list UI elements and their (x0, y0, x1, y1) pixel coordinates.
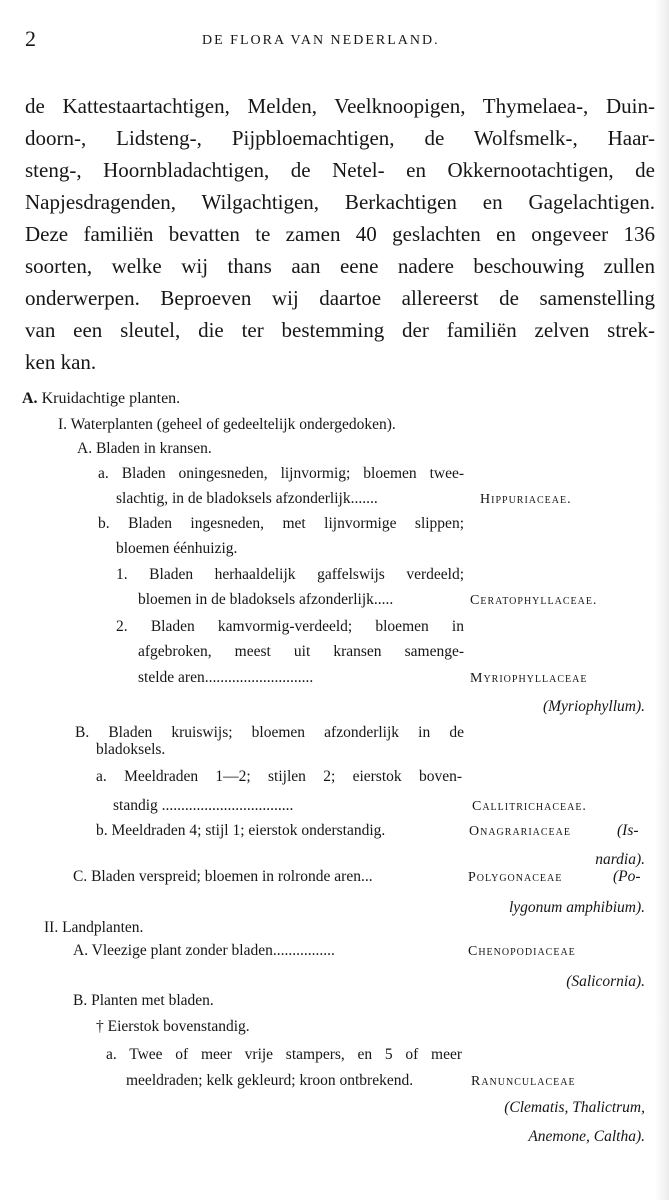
key-heading (22, 391, 180, 407)
genus-name: (Clematis, Thalictrum, (504, 1099, 645, 1116)
key-line: A. Vleezige plant zonder bladen................ (73, 942, 335, 959)
key-line: A. Bladen in kransen. (77, 440, 212, 457)
key-line: meeldraden; kelk gekleurd; kroon ontbrekend. (126, 1072, 414, 1089)
key-line: 1. Bladen herhaaldelijk gaffelswijs verdeeld; (116, 566, 464, 583)
key-line: a. Meeldraden 1—2; stijlen 2; eierstok boven- (96, 768, 462, 785)
key-line: bloemen éénhuizig. (116, 540, 238, 557)
key-line: B. Planten met bladen. (73, 992, 214, 1009)
key-line: a. Bladen oningesneden, lijnvormig; bloemen twee- (98, 465, 464, 482)
family-name: Callitrichaceae. (472, 799, 587, 814)
genus-name: (Is- (617, 822, 639, 839)
key-line: a. Twee of meer vrije stampers, en 5 of meer (106, 1046, 462, 1063)
family-name: Ceratophyllaceae. (470, 593, 598, 608)
family-name: Onagrariaceae (469, 824, 571, 839)
paragraph-line: Napjesdragenden, Wilgachtigen, Berkachtigen en Gagelachtigen. (25, 190, 655, 214)
paragraph-line: steng-, Hoornbladachtigen, de Netel- en Okkernootachtigen, de (25, 158, 655, 182)
key-line: slachtig, in de bladoksels afzonderlijk....... (116, 490, 378, 507)
paragraph-line: ken kan. (25, 350, 97, 374)
key-letter: A. (22, 390, 38, 407)
key-line: standig .................................. (113, 797, 294, 814)
genus-name: Anemone, Caltha). (528, 1128, 645, 1145)
family-name: Hippuriaceae. (480, 492, 572, 507)
key-line: afgebroken, meest uit kransen samenge- (138, 643, 464, 660)
key-line: b. Bladen ingesneden, met lijnvormige slippen; (98, 515, 464, 532)
key-line: bladoksels. (96, 741, 166, 758)
genus-name: lygonum amphibium). (508, 899, 645, 916)
key-line: B. Bladen kruiswijs; bloemen afzonderlijk in de (75, 724, 464, 741)
family-name: Chenopodiaceae (468, 944, 576, 959)
key-heading-text: Kruidachtige planten. (41, 390, 181, 407)
key-line: † Eierstok bovenstandig. (96, 1018, 250, 1035)
key-line: stelde aren............................ (138, 669, 314, 686)
paragraph-line: de Kattestaartachtigen, Melden, Veelknoopigen, Thymelaea-, Duin- (25, 94, 655, 118)
key-line: b. Meeldraden 4; stijl 1; eierstok onderstandig. (96, 822, 386, 839)
paragraph-line: van een sleutel, die ter bestemming der familiën zelven strek- (25, 318, 655, 342)
key-line: I. Waterplanten (geheel of gedeeltelijk ondergedoken). (58, 416, 396, 433)
page-number: 2 (25, 26, 36, 51)
genus-name: (Myriophyllum). (542, 698, 645, 715)
key-line: C. Bladen verspreid; bloemen in rolronde aren... (73, 868, 373, 885)
genus-name: (Po- (613, 868, 641, 885)
paragraph-line: doorn-, Lidsteng-, Pijpbloemachtigen, de Wolfsmelk-, Haar- (25, 126, 655, 150)
paragraph-line: Deze familiën bevatten te zamen 40 geslachten en ongeveer 136 (25, 222, 655, 246)
family-name: Myriophyllaceae (470, 671, 588, 686)
genus-name: (Salicornia). (566, 973, 645, 990)
family-name: Ranunculaceae (471, 1074, 576, 1089)
paragraph-line: onderwerpen. Beproeven wij daartoe allereerst de samenstelling (25, 286, 655, 310)
paragraph-line: soorten, welke wij thans aan eene nadere beschouwing zullen (25, 254, 655, 278)
key-line: II. Landplanten. (44, 919, 144, 936)
genus-name: nardia). (595, 851, 645, 868)
page-edge-shadow (655, 0, 669, 1200)
key-line: bloemen in de bladoksels afzonderlijk..... (138, 591, 394, 608)
key-line: 2. Bladen kamvormig-verdeeld; bloemen in (116, 618, 464, 635)
family-name: Polygonaceae (468, 870, 563, 885)
running-title: DE FLORA VAN NEDERLAND. (202, 33, 440, 48)
